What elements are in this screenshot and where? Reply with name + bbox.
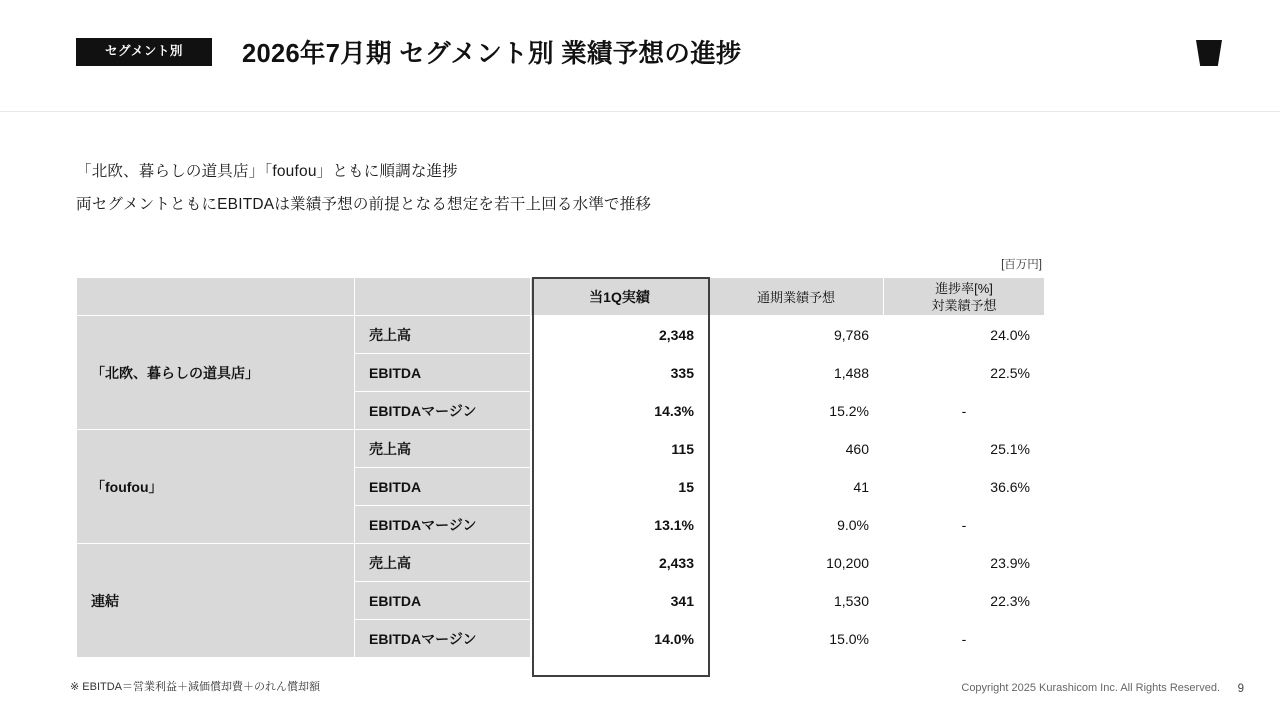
forecast-value: 1,488 [709,354,884,392]
progress-value: 36.6% [884,468,1045,506]
segment-results-table [76,277,1044,658]
row-item-label: EBITDA [355,468,531,506]
item-column-header [355,278,531,316]
lead-line-2: 両セグメントともにEBITDAは業績予想の前提となる想定を若干上回る水準で推移 [76,196,652,213]
q1-actual-value: 335 [531,354,709,392]
table-header-row [77,278,1045,316]
progress-rate-column-header [884,278,1045,316]
segment-label: 「foufou」 [77,430,355,544]
row-item-label: EBITDAマージン [355,392,531,430]
copyright: Copyright 2025 Kurashicom Inc. All Rights Reserved. [961,682,1220,694]
forecast-value: 1,530 [709,582,884,620]
progress-value: 24.0% [884,316,1045,354]
q1-actual-column-header: 当1Q実績 [531,278,709,316]
q1-actual-value: 2,433 [531,544,709,582]
section-tag: セグメント別 [76,38,212,66]
q1-actual-value: 14.3% [531,392,709,430]
kurashicom-cup-logo-icon [1196,40,1222,72]
unit-note: [百万円] [1001,259,1042,271]
row-item-label: 売上高 [355,430,531,468]
row-item-label: EBITDA [355,582,531,620]
segment-label: 連結 [77,544,355,658]
progress-value: 22.3% [884,582,1045,620]
page-number: 9 [1237,683,1244,695]
progress-value: 22.5% [884,354,1045,392]
row-item-label: 売上高 [355,316,531,354]
progress-value: - [884,620,1045,658]
progress-rate-header-line-2: 対業績予想 [931,297,997,313]
progress-value: 23.9% [884,544,1045,582]
row-item-label: EBITDAマージン [355,620,531,658]
row-item-label: EBITDAマージン [355,506,531,544]
table-row [77,316,1045,354]
header-inner [76,34,742,70]
forecast-value: 15.2% [709,392,884,430]
forecast-value: 9.0% [709,506,884,544]
forecast-value: 460 [709,430,884,468]
progress-value: - [884,392,1045,430]
row-item-label: 売上高 [355,544,531,582]
forecast-value: 9,786 [709,316,884,354]
progress-rate-header-line-1: 進捗率[%] [935,280,993,296]
progress-value: 25.1% [884,430,1045,468]
q1-actual-value: 2,348 [531,316,709,354]
table-row [77,430,1045,468]
progress-value: - [884,506,1045,544]
lead-text [76,155,651,221]
page-title: 2026年7月期 セグメント別 業績予想の進捗 [242,40,742,68]
q1-actual-value: 115 [531,430,709,468]
q1-actual-value: 15 [531,468,709,506]
slide-header [0,0,1280,112]
q1-actual-value: 341 [531,582,709,620]
q1-actual-value: 13.1% [531,506,709,544]
forecast-value: 15.0% [709,620,884,658]
forecast-value: 10,200 [709,544,884,582]
segment-column-header [77,278,355,316]
cup-shape [1196,40,1222,66]
table-row [77,544,1045,582]
lead-line-1: 「北欧、暮らしの道具店」「foufou」ともに順調な進捗 [76,163,458,180]
row-item-label: EBITDA [355,354,531,392]
fullyear-forecast-column-header: 通期業績予想 [709,278,884,316]
segment-label: 「北欧、暮らしの道具店」 [77,316,355,430]
q1-actual-value: 14.0% [531,620,709,658]
footnote: ※ EBITDA＝営業利益＋減価償却費＋のれん償却額 [70,681,321,693]
forecast-value: 41 [709,468,884,506]
